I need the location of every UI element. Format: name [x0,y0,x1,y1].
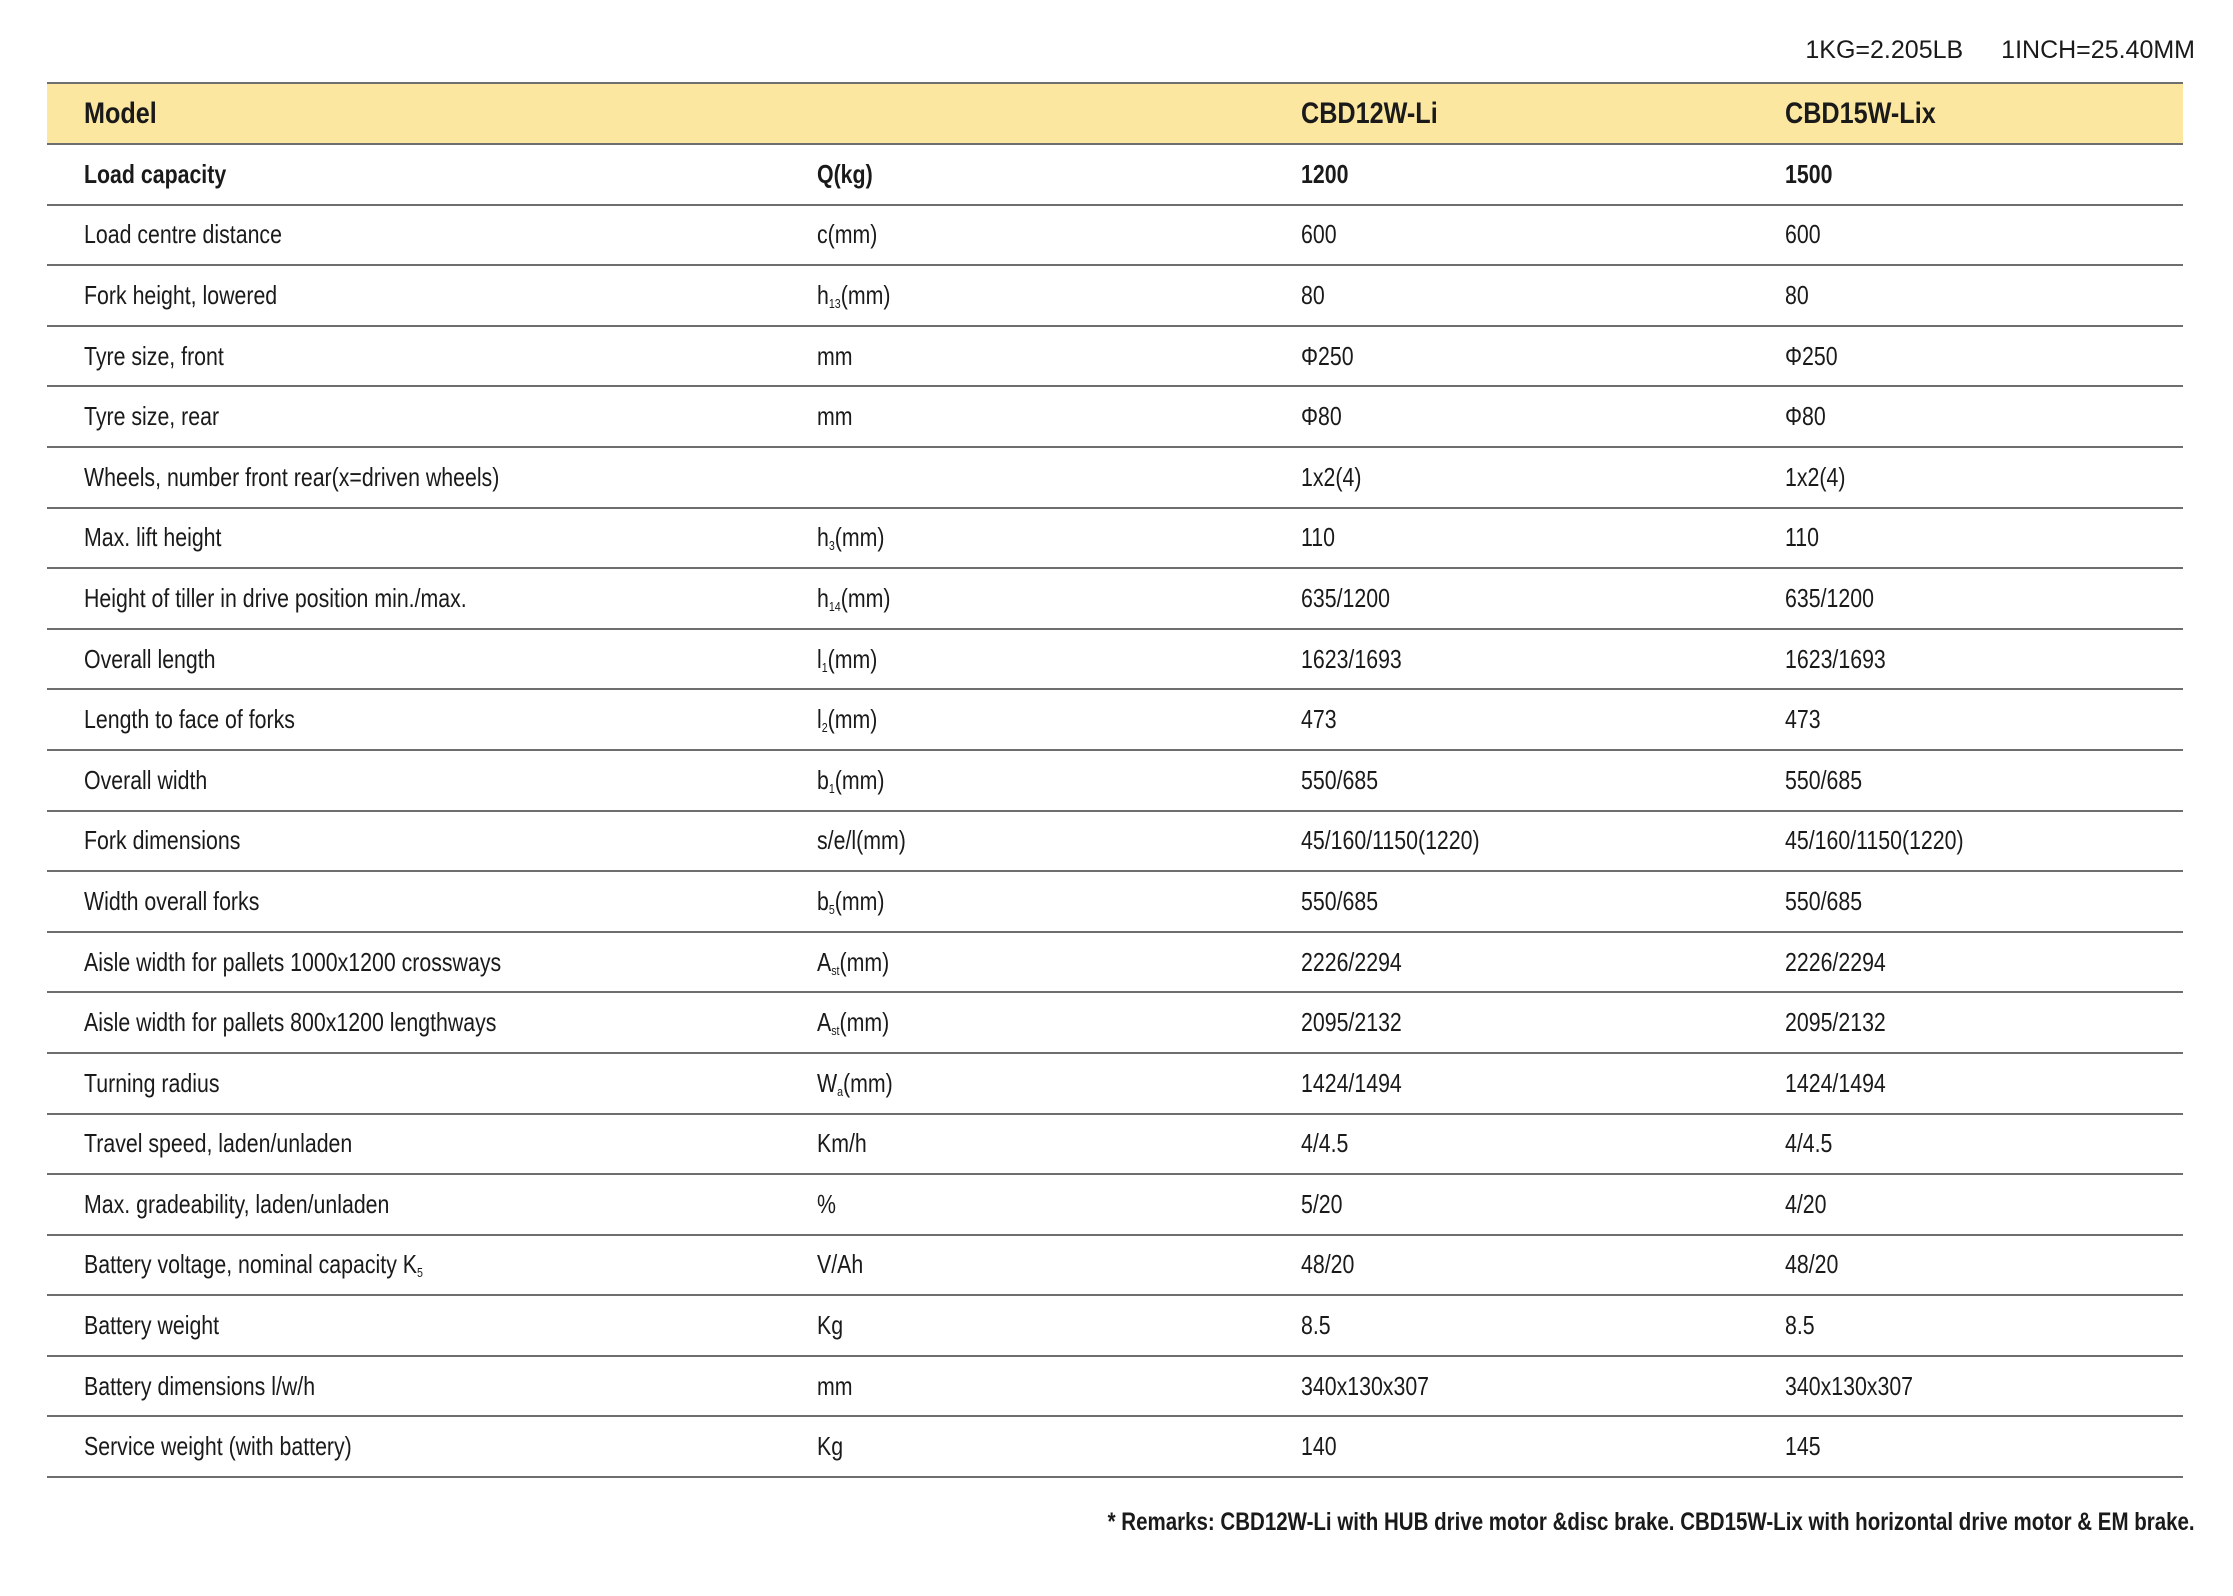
spec-label: Fork height, lowered [47,265,780,326]
spec-unit: $l_1(mm)$ [780,629,1264,690]
spec-value-cbd12w-li: 140 [1264,1416,1748,1477]
spec-unit: $b_1(mm)$ [780,750,1264,811]
table-row [47,265,2183,326]
spec-unit: Q(kg) [780,144,1264,205]
spec-label: Battery weight [47,1295,780,1356]
spec-unit: mm [780,1356,1264,1417]
spec-value-cbd15w-lix: Φ250 [1748,326,2183,387]
spec-value-cbd15w-lix: 550/685 [1748,750,2183,811]
table-row [47,629,2183,690]
table-row [47,205,2183,266]
table-row [47,1416,2183,1477]
spec-value-cbd15w-lix: 80 [1748,265,2183,326]
table-row [47,689,2183,750]
table-row [47,932,2183,993]
spec-label: Load centre distance [47,205,780,266]
spec-value-cbd12w-li: 473 [1264,689,1748,750]
model-a-header: CBD12W-Li [1264,83,1748,144]
spec-unit: Km/h [780,1114,1264,1175]
spec-value-cbd15w-lix: 635/1200 [1748,568,2183,629]
spec-value-cbd15w-lix: 110 [1748,508,2183,569]
spec-value-cbd12w-li: 1200 [1264,144,1748,205]
table-row [47,326,2183,387]
table-row [47,1356,2183,1417]
spec-unit: V/Ah [780,1235,1264,1296]
spec-value-cbd12w-li: 1623/1693 [1264,629,1748,690]
spec-value-cbd12w-li: 110 [1264,508,1748,569]
table-row [47,144,2183,205]
inch-conversion: 1INCH=25.40MM [2001,36,2195,64]
spec-unit: % [780,1174,1264,1235]
spec-label: Load capacity [47,144,780,205]
spec-unit: $l_2(mm)$ [780,689,1264,750]
spec-unit: Kg [780,1416,1264,1477]
spec-label: Aisle width for pallets 1000x1200 crossways [47,932,780,993]
spec-value-cbd12w-li: 4/4.5 [1264,1114,1748,1175]
spec-label: Width overall forks [47,871,780,932]
remarks-note: * Remarks: CBD12W-Li with HUB drive motor &disc brake. CBD15W-Lix with horizontal drive motor & EM brake. [1107,1508,2195,1536]
spec-value-cbd15w-lix: 8.5 [1748,1295,2183,1356]
spec-value-cbd15w-lix: 1623/1693 [1748,629,2183,690]
spec-value-cbd12w-li: 2226/2294 [1264,932,1748,993]
header-row [47,83,2183,144]
spec-value-cbd12w-li: 80 [1264,265,1748,326]
spec-value-cbd12w-li: Φ250 [1264,326,1748,387]
spec-unit: $h_{13}(mm)$ [780,265,1264,326]
spec-unit: $h_{14}(mm)$ [780,568,1264,629]
spec-unit: $h_3(mm)$ [780,508,1264,569]
spec-value-cbd15w-lix: 1x2(4) [1748,447,2183,508]
spec-label: Battery voltage, nominal capacity $K_5$ [47,1235,780,1296]
table-row [47,386,2183,447]
spec-value-cbd15w-lix: 4/20 [1748,1174,2183,1235]
table-row [47,568,2183,629]
model-b-header: CBD15W-Lix [1748,83,2183,144]
spec-value-cbd12w-li: 5/20 [1264,1174,1748,1235]
spec-value-cbd12w-li: 45/160/1150(1220) [1264,811,1748,872]
spec-value-cbd15w-lix: 2226/2294 [1748,932,2183,993]
spec-label: Overall width [47,750,780,811]
spec-label: Battery dimensions l/w/h [47,1356,780,1417]
table-row [47,1174,2183,1235]
spec-label: Aisle width for pallets 800x1200 lengthways [47,992,780,1053]
spec-label: Tyre size, rear [47,386,780,447]
model-header: Model [47,83,780,144]
spec-label: Max. gradeability, laden/unladen [47,1174,780,1235]
spec-value-cbd12w-li: 550/685 [1264,750,1748,811]
spec-unit: s/e/l(mm) [780,811,1264,872]
spec-value-cbd12w-li: 48/20 [1264,1235,1748,1296]
spec-value-cbd15w-lix: 550/685 [1748,871,2183,932]
spec-unit: $A_{st}(mm)$ [780,932,1264,993]
table-row [47,750,2183,811]
table-row [47,811,2183,872]
spec-value-cbd12w-li: 8.5 [1264,1295,1748,1356]
spec-label: Height of tiller in drive position min./max. [47,568,780,629]
spec-label: Max. lift height [47,508,780,569]
spec-value-cbd12w-li: 1424/1494 [1264,1053,1748,1114]
spec-label: Fork dimensions [47,811,780,872]
spec-value-cbd12w-li: 2095/2132 [1264,992,1748,1053]
table-row [47,1295,2183,1356]
spec-label: Overall length [47,629,780,690]
spec-label: Tyre size, front [47,326,780,387]
spec-unit: mm [780,386,1264,447]
spec-unit: $A_{st}(mm)$ [780,992,1264,1053]
unit-conversion [1767,36,2195,65]
spec-value-cbd15w-lix: 4/4.5 [1748,1114,2183,1175]
spec-value-cbd12w-li: 340x130x307 [1264,1356,1748,1417]
spec-table [47,82,2183,1478]
spec-unit: $W_a(mm)$ [780,1053,1264,1114]
spec-unit: c(mm) [780,205,1264,266]
spec-value-cbd12w-li: 1x2(4) [1264,447,1748,508]
table-row [47,1053,2183,1114]
spec-label: Travel speed, laden/unladen [47,1114,780,1175]
spec-value-cbd15w-lix: 2095/2132 [1748,992,2183,1053]
spec-label: Service weight (with battery) [47,1416,780,1477]
spec-value-cbd12w-li: 600 [1264,205,1748,266]
spec-value-cbd12w-li: Φ80 [1264,386,1748,447]
spec-unit [780,447,1264,508]
spec-value-cbd15w-lix: 145 [1748,1416,2183,1477]
table-row [47,1114,2183,1175]
spec-value-cbd15w-lix: 48/20 [1748,1235,2183,1296]
table-row [47,1235,2183,1296]
table-row [47,871,2183,932]
spec-unit: mm [780,326,1264,387]
spec-unit: Kg [780,1295,1264,1356]
spec-value-cbd15w-lix: Φ80 [1748,386,2183,447]
kg-conversion: 1KG=2.205LB [1805,36,1964,64]
table-row [47,992,2183,1053]
spec-value-cbd12w-li: 635/1200 [1264,568,1748,629]
spec-value-cbd12w-li: 550/685 [1264,871,1748,932]
table-row [47,447,2183,508]
spec-value-cbd15w-lix: 600 [1748,205,2183,266]
spec-value-cbd15w-lix: 1500 [1748,144,2183,205]
spec-label: Wheels, number front rear(x=driven wheels) [47,447,780,508]
spec-value-cbd15w-lix: 473 [1748,689,2183,750]
spec-value-cbd15w-lix: 340x130x307 [1748,1356,2183,1417]
spec-value-cbd15w-lix: 1424/1494 [1748,1053,2183,1114]
table-row [47,508,2183,569]
spec-label: Turning radius [47,1053,780,1114]
unit-header [780,83,1264,144]
spec-value-cbd15w-lix: 45/160/1150(1220) [1748,811,2183,872]
spec-unit: $b_5(mm)$ [780,871,1264,932]
spec-label: Length to face of forks [47,689,780,750]
